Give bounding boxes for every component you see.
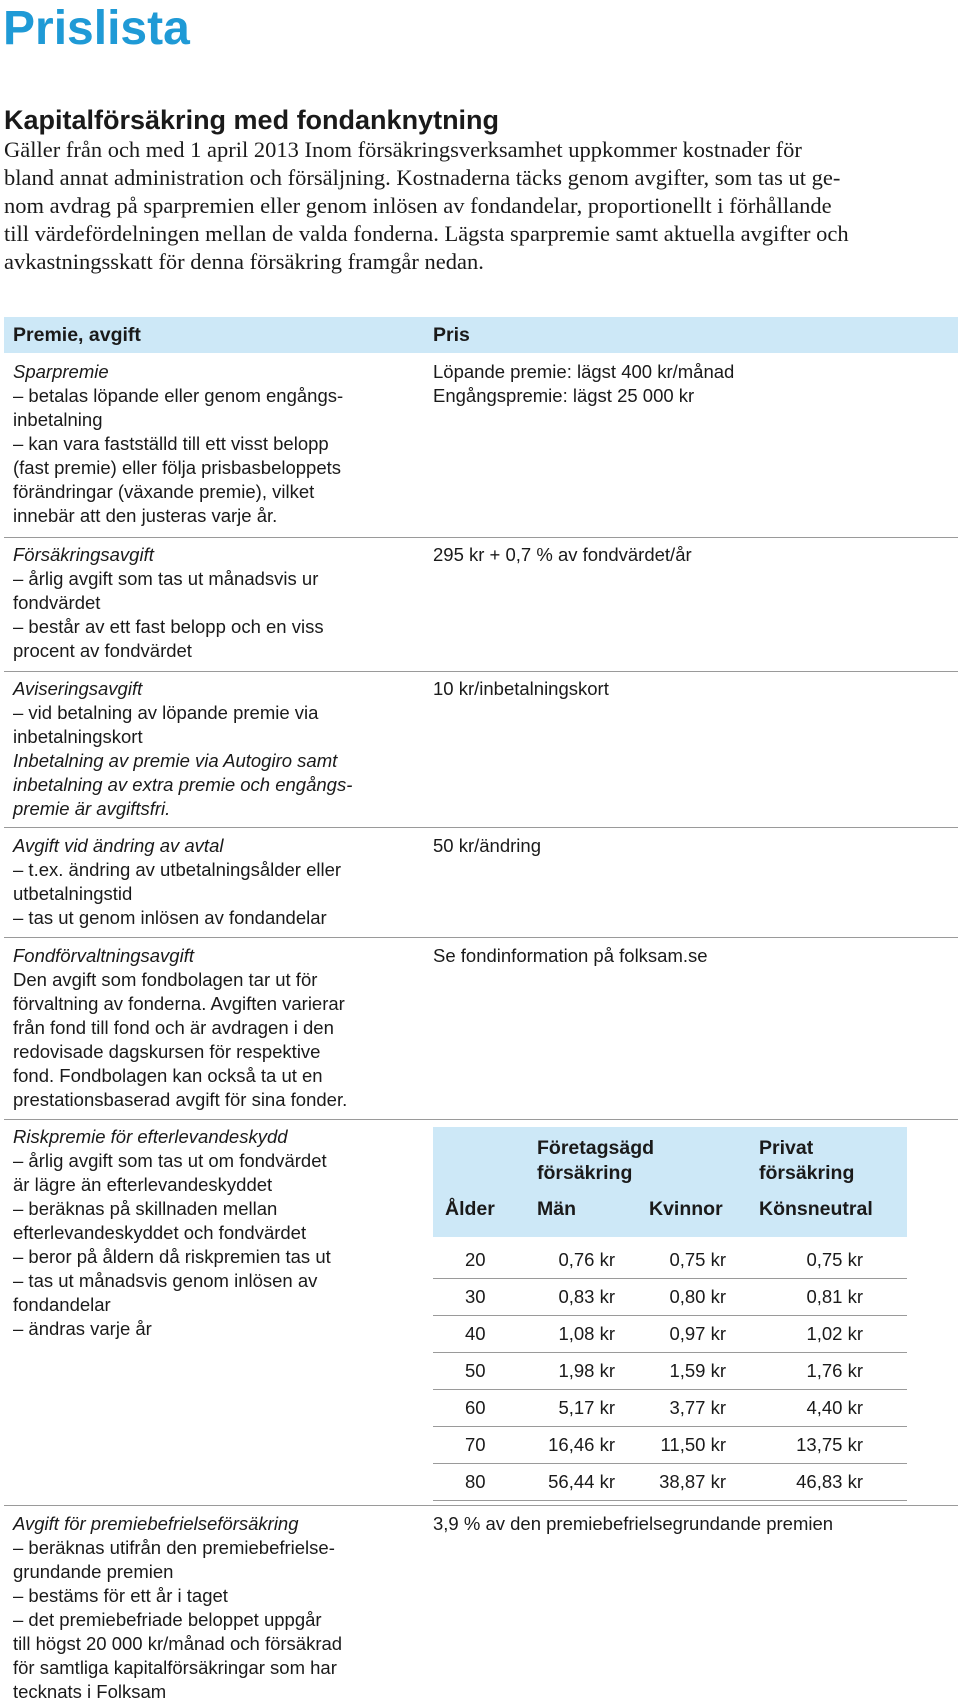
row-line: – beräknas utifrån den premiebefrielse- bbox=[13, 1537, 335, 1558]
row-forsakringsavgift-price bbox=[433, 543, 953, 567]
cell-age: 30 bbox=[465, 1286, 486, 1307]
intro-line: till värdefördelningen mellan de valda fonderna. Lägsta sparpremie samt aktuella avgifter och bbox=[4, 221, 849, 246]
intro-line: Gäller från och med 1 april 2013 Inom försäkringsverksamhet uppkommer kostnader för bbox=[4, 137, 802, 162]
cell-age: 80 bbox=[465, 1471, 486, 1492]
row-label: Riskpremie för efterlevandeskydd bbox=[13, 1126, 288, 1147]
column-header-neutral: Könsneutral bbox=[759, 1198, 873, 1220]
row-label: Fondförvaltningsavgift bbox=[13, 945, 194, 966]
row-line: förvaltning av fonderna. Avgiften varierar bbox=[13, 993, 345, 1014]
cell-men: 1,98 kr bbox=[558, 1360, 615, 1381]
cell-men: 5,17 kr bbox=[558, 1397, 615, 1418]
row-line: redovisade dagskursen för respektive bbox=[13, 1041, 321, 1062]
cell-women: 11,50 kr bbox=[660, 1434, 726, 1455]
row-line: fondandelar bbox=[13, 1294, 111, 1315]
row-line: – bestäms för ett år i taget bbox=[13, 1585, 228, 1606]
group-header-company: försäkring bbox=[537, 1162, 633, 1184]
row-divider bbox=[4, 937, 958, 938]
row-andring-price bbox=[433, 834, 953, 858]
row-line: tecknats i Folksam bbox=[13, 1681, 167, 1702]
row-line: utbetalningstid bbox=[13, 883, 133, 904]
row-line: är lägre än efterlevandeskyddet bbox=[13, 1174, 273, 1195]
row-line: (fast premie) eller följa prisbasbeloppets bbox=[13, 457, 342, 478]
row-fondforvaltning-description bbox=[13, 944, 418, 1112]
intro-text bbox=[4, 136, 954, 276]
table-row bbox=[433, 1427, 907, 1464]
cell-neutral: 0,81 kr bbox=[806, 1286, 863, 1307]
cell-neutral: 46,83 kr bbox=[796, 1471, 863, 1492]
page-title: Prislista bbox=[3, 2, 190, 55]
cell-neutral: 0,75 kr bbox=[806, 1249, 863, 1270]
row-divider bbox=[4, 1505, 958, 1506]
group-header-private: Privat bbox=[759, 1137, 814, 1159]
row-sparpremie-price bbox=[433, 360, 953, 408]
price-line: 50 kr/ändring bbox=[433, 835, 541, 856]
cell-women: 0,97 kr bbox=[669, 1323, 726, 1344]
row-line: – tas ut genom inlösen av fondandelar bbox=[13, 907, 327, 928]
table-row bbox=[433, 1390, 907, 1427]
cell-neutral: 4,40 kr bbox=[806, 1397, 863, 1418]
cell-age: 50 bbox=[465, 1360, 486, 1381]
row-line: inbetalningskort bbox=[13, 726, 143, 747]
row-divider bbox=[4, 537, 958, 538]
column-header-men: Män bbox=[537, 1198, 576, 1220]
cell-age: 20 bbox=[465, 1249, 486, 1270]
row-line: grundande premien bbox=[13, 1561, 174, 1582]
row-line: – kan vara fastställd till ett visst belopp bbox=[13, 433, 329, 454]
row-label: Sparpremie bbox=[13, 361, 109, 382]
row-note: premie är avgiftsfri. bbox=[13, 798, 171, 819]
row-line: – betalas löpande eller genom engångs- bbox=[13, 385, 344, 406]
row-note: inbetalning av extra premie och engångs- bbox=[13, 774, 353, 795]
row-forsakringsavgift-description bbox=[13, 543, 418, 663]
row-divider bbox=[4, 671, 958, 672]
row-label: Avgift vid ändring av avtal bbox=[13, 835, 224, 856]
cell-women: 1,59 kr bbox=[669, 1360, 726, 1381]
row-premiebefrielse-description bbox=[13, 1512, 418, 1704]
row-line: Den avgift som fondbolagen tar ut för bbox=[13, 969, 318, 990]
intro-line: bland annat administration och försäljning. Kostnaderna täcks genom avgifter, som tas ut ge- bbox=[4, 165, 841, 190]
price-line: Engångspremie: lägst 25 000 kr bbox=[433, 385, 695, 406]
cell-neutral: 13,75 kr bbox=[796, 1434, 863, 1455]
row-line: prestationsbaserad avgift för sina fonder. bbox=[13, 1089, 348, 1110]
risk-table-header bbox=[433, 1127, 907, 1237]
row-divider bbox=[433, 1500, 907, 1501]
column-header-women: Kvinnor bbox=[649, 1198, 723, 1220]
cell-age: 70 bbox=[465, 1434, 486, 1455]
row-line: inbetalning bbox=[13, 409, 103, 430]
row-divider bbox=[4, 1119, 958, 1120]
price-line: 3,9 % av den premiebefrielsegrundande premien bbox=[433, 1513, 834, 1534]
document-heading: Kapitalförsäkring med fondanknytning bbox=[4, 105, 500, 135]
table-row bbox=[433, 1242, 907, 1279]
intro-line: nom avdrag på sparpremien eller genom inlösen av fondandelar, proportionellt i förhållande bbox=[4, 193, 832, 218]
cell-neutral: 1,02 kr bbox=[806, 1323, 863, 1344]
price-line: Se fondinformation på folksam.se bbox=[433, 945, 708, 966]
row-aviseringsavgift-price bbox=[433, 677, 953, 701]
price-line: 10 kr/inbetalningskort bbox=[433, 678, 609, 699]
price-line: 295 kr + 0,7 % av fondvärdet/år bbox=[433, 544, 692, 565]
cell-men: 1,08 kr bbox=[558, 1323, 615, 1344]
row-line: – består av ett fast belopp och en viss bbox=[13, 616, 324, 637]
cell-women: 0,75 kr bbox=[669, 1249, 726, 1270]
row-line: – årlig avgift som tas ut månadsvis ur bbox=[13, 568, 319, 589]
cell-age: 60 bbox=[465, 1397, 486, 1418]
row-note: Inbetalning av premie via Autogiro samt bbox=[13, 750, 338, 771]
row-line: förändringar (växande premie), vilket bbox=[13, 481, 315, 502]
cell-age: 40 bbox=[465, 1323, 486, 1344]
row-line: för samtliga kapitalförsäkringar som har bbox=[13, 1657, 337, 1678]
column-header-pris: Pris bbox=[433, 324, 470, 346]
cell-women: 0,80 kr bbox=[669, 1286, 726, 1307]
row-line: fond. Fondbolagen kan också ta ut en bbox=[13, 1065, 323, 1086]
row-line: procent av fondvärdet bbox=[13, 640, 192, 661]
group-header-company: Företagsägd bbox=[537, 1137, 655, 1159]
price-table-header bbox=[4, 317, 958, 353]
column-header-age: Ålder bbox=[445, 1198, 495, 1220]
row-andring-description bbox=[13, 834, 418, 930]
row-line: – t.ex. ändring av utbetalningsålder eller bbox=[13, 859, 342, 880]
price-line: Löpande premie: lägst 400 kr/månad bbox=[433, 361, 735, 382]
row-label: Försäkringsavgift bbox=[13, 544, 154, 565]
row-divider bbox=[4, 827, 958, 828]
table-row bbox=[433, 1279, 907, 1316]
column-header-premie: Premie, avgift bbox=[13, 324, 141, 346]
row-line: efterlevandeskyddet och fondvärdet bbox=[13, 1222, 307, 1243]
table-row bbox=[433, 1353, 907, 1390]
row-line: – ändras varje år bbox=[13, 1318, 152, 1339]
row-line: – tas ut månadsvis genom inlösen av bbox=[13, 1270, 318, 1291]
row-label: Aviseringsavgift bbox=[13, 678, 143, 699]
cell-men: 56,44 kr bbox=[548, 1471, 615, 1492]
cell-women: 3,77 kr bbox=[669, 1397, 726, 1418]
row-sparpremie-description bbox=[13, 360, 418, 528]
row-line: från fond till fond och är avdragen i den bbox=[13, 1017, 334, 1038]
row-line: innebär att den justeras varje år. bbox=[13, 505, 278, 526]
row-line: – vid betalning av löpande premie via bbox=[13, 702, 319, 723]
group-header-private: försäkring bbox=[759, 1162, 855, 1184]
cell-men: 16,46 kr bbox=[548, 1434, 615, 1455]
row-line: till högst 20 000 kr/månad och försäkrad bbox=[13, 1633, 343, 1654]
row-line: – beror på åldern då riskpremien tas ut bbox=[13, 1246, 331, 1267]
row-line: fondvärdet bbox=[13, 592, 101, 613]
row-riskpremie-description bbox=[13, 1125, 418, 1341]
row-premiebefrielse-price bbox=[433, 1512, 953, 1536]
cell-neutral: 1,76 kr bbox=[806, 1360, 863, 1381]
table-row bbox=[433, 1316, 907, 1353]
intro-line: avkastningsskatt för denna försäkring framgår nedan. bbox=[4, 249, 484, 274]
table-row bbox=[433, 1464, 907, 1501]
row-line: – beräknas på skillnaden mellan bbox=[13, 1198, 278, 1219]
row-line: – det premiebefriade beloppet uppgår bbox=[13, 1609, 322, 1630]
row-label: Avgift för premiebefrielseförsäkring bbox=[13, 1513, 299, 1534]
cell-women: 38,87 kr bbox=[659, 1471, 726, 1492]
cell-men: 0,83 kr bbox=[558, 1286, 615, 1307]
row-line: – årlig avgift som tas ut om fondvärdet bbox=[13, 1150, 327, 1171]
row-aviseringsavgift-description bbox=[13, 677, 418, 821]
row-fondforvaltning-price bbox=[433, 944, 953, 968]
cell-men: 0,76 kr bbox=[558, 1249, 615, 1270]
